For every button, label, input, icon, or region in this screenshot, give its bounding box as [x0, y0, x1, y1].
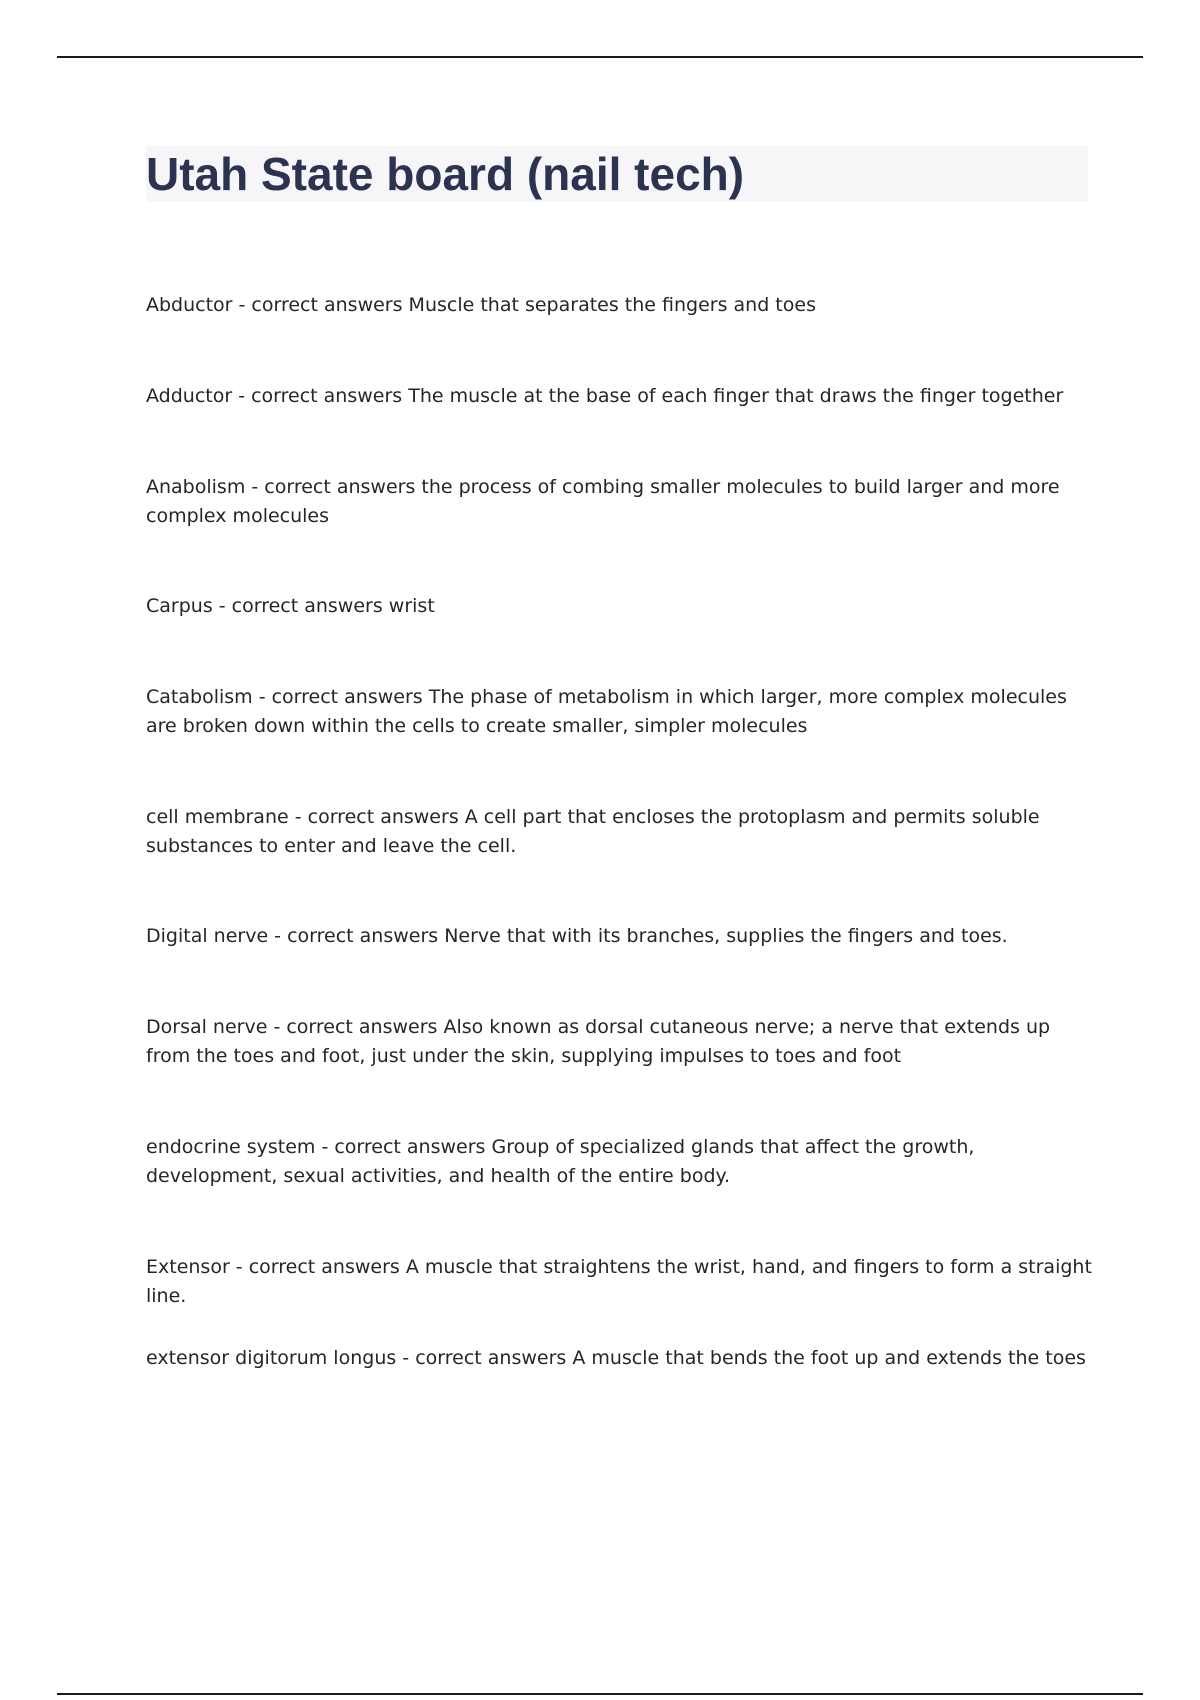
entry-dorsal-nerve: Dorsal nerve - correct answers Also known as dorsal cutaneous nerve; a nerve that extends up from the toes and foot, just under the skin, supplying impulses to toes and foot [146, 1016, 1051, 1067]
entry-catabolism: Catabolism - correct answers The phase of metabolism in which larger, more complex molecules are broken down within the cells to create smaller, simpler molecules [146, 686, 1067, 737]
entry-extensor-digitorum-longus: extensor digitorum longus - correct answers A muscle that bends the foot up and extends the toes [146, 1347, 1086, 1369]
entry-digital-nerve: Digital nerve - correct answers Nerve that with its branches, supplies the fingers and toes. [146, 925, 1008, 947]
top-rule [57, 56, 1143, 58]
entry-anabolism: Anabolism - correct answers the process of combing smaller molecules to build larger and more complex molecules [146, 476, 1060, 527]
entry-extensor: Extensor - correct answers A muscle that straightens the wrist, hand, and fingers to form a straight line. [146, 1256, 1092, 1307]
bottom-rule [57, 1693, 1143, 1695]
page-title: Utah State board (nail tech) [146, 148, 745, 200]
entry-cell-membrane: cell membrane - correct answers A cell part that encloses the protoplasm and permits soluble substances to enter and leave the cell. [146, 806, 1040, 857]
entry-carpus: Carpus - correct answers wrist [146, 595, 435, 617]
entry-abductor: Abductor - correct answers Muscle that separates the fingers and toes [146, 294, 816, 316]
entry-adductor: Adductor - correct answers The muscle at the base of each finger that draws the finger together [146, 385, 1064, 407]
entry-endocrine-system: endocrine system - correct answers Group of specialized glands that affect the growth, development, sexual activities, and health of the entire body. [146, 1136, 975, 1187]
